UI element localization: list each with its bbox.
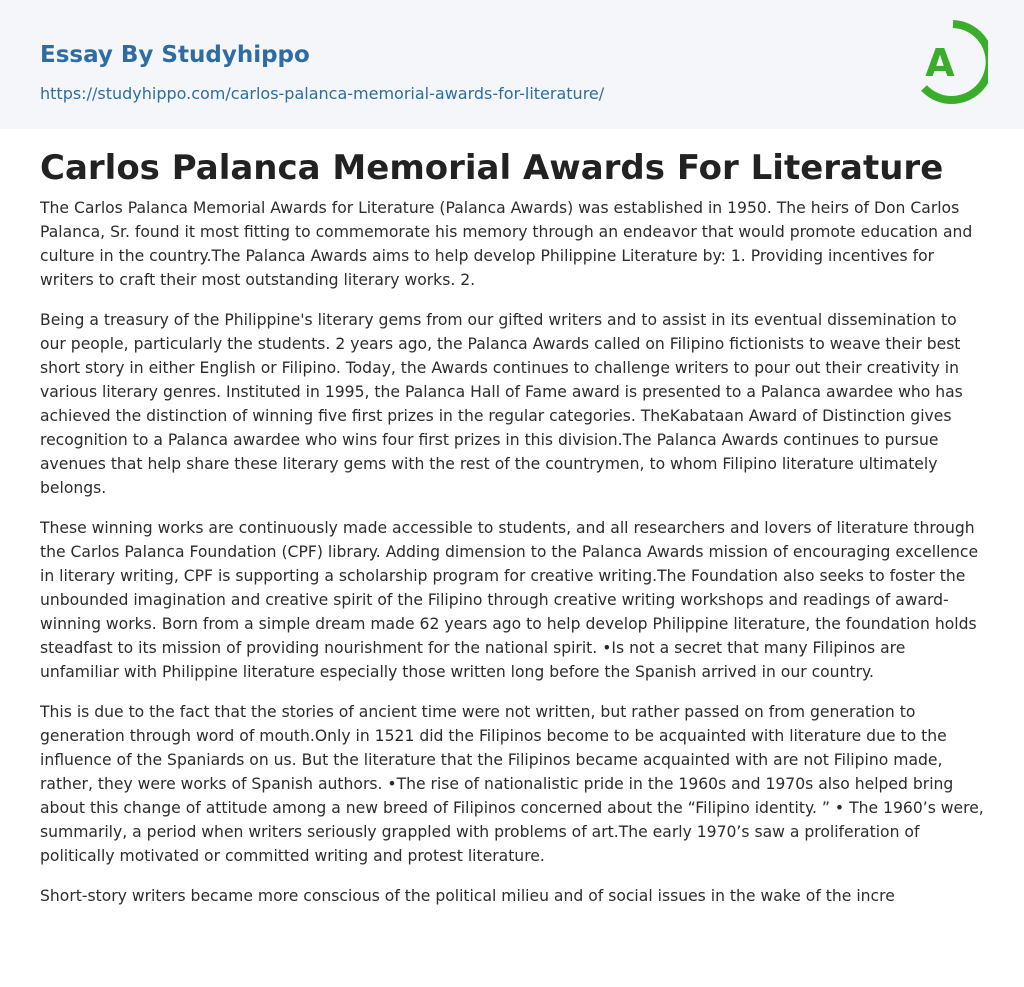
logo-letter: A [925,41,955,85]
paragraph: Being a treasury of the Philippine's literary gems from our gifted writers and to assist in its eventual dissemination to our people, particularly the students. 2 years ago, the Palanca Awards called on Filipino fictionists to weave their best short story in either English or Filipino. Today, the Awards continues to challenge writers to pour out their creativity in various literary genres. Instituted in 1995, the Palanca Hall of Fame award is presented to a Palanca awardee who has achieved the distinction of winning five first prizes in the regular categories. TheKabataan Award of Distinction gives recognition to a Palanca awardee who wins four first prizes in this division.The Palanca Awards continues to pursue avenues that help share these literary gems with the rest of the countrymen, to whom Filipino literature ultimately belongs. [40,311,963,497]
paragraph: These winning works are continuously made accessible to students, and all researchers and lovers of literature through the Carlos Palanca Foundation (CPF) library. Adding dimension to the Palanca Awards mission of encouraging excellence in literary writing, CPF is supporting a scholarship program for creative writing.The Foundation also seeks to foster the unbounded imagination and creative spirit of the Filipino through creative writing workshops and readings of award-winning works. Born from a simple dream made 62 years ago to help develop Philippine literature, the foundation holds steadfast to its mission of providing nourishment for the national spirit. •Is not a secret that many Filipinos are unfamiliar with Philippine literature especially those written long before the Spanish arrived in our country. [40,519,979,681]
paragraph: The Carlos Palanca Memorial Awards for Literature (Palanca Awards) was established in 1950. The heirs of Don Carlos Palanca, Sr. found it most fitting to commemorate his memory through an endeavor that would promote education and culture in the country.The Palanca Awards aims to help develop Philippine Literature by: 1. Providing incentives for writers to craft their most outstanding literary works. 2. [40,199,973,289]
paragraph: Short-story writers became more conscious of the political milieu and of social issues in the wake of the incre [40,887,895,905]
site-header [0,0,1024,129]
brand-title[interactable]: Essay By Studyhippo [40,42,310,68]
article [40,146,984,987]
paragraph: This is due to the fact that the stories of ancient time were not written, but rather passed on from generation to generation through word of mouth.Only in 1521 did the Filipinos become to be acquainted with literature due to the influence of the Spaniards on us. But the literature that the Filipinos became acquainted with are not Filipino made, rather, they were works of Spanish authors. •The rise of nationalistic pride in the 1960s and 1970s also helped bring about this change of attitude among a new breed of Filipinos concerned about the “Filipino identity. ” • The 1960’s were, summarily, a period when writers seriously grappled with problems of art.The early 1970’s saw a proliferation of politically motivated or committed writing and protest literature. [40,703,984,865]
page-title: Carlos Palanca Memorial Awards For Literature [40,148,944,188]
source-url-link[interactable]: https://studyhippo.com/carlos-palanca-memorial-awards-for-literature/ [40,84,605,103]
circle-a-logo-icon[interactable] [912,18,988,106]
